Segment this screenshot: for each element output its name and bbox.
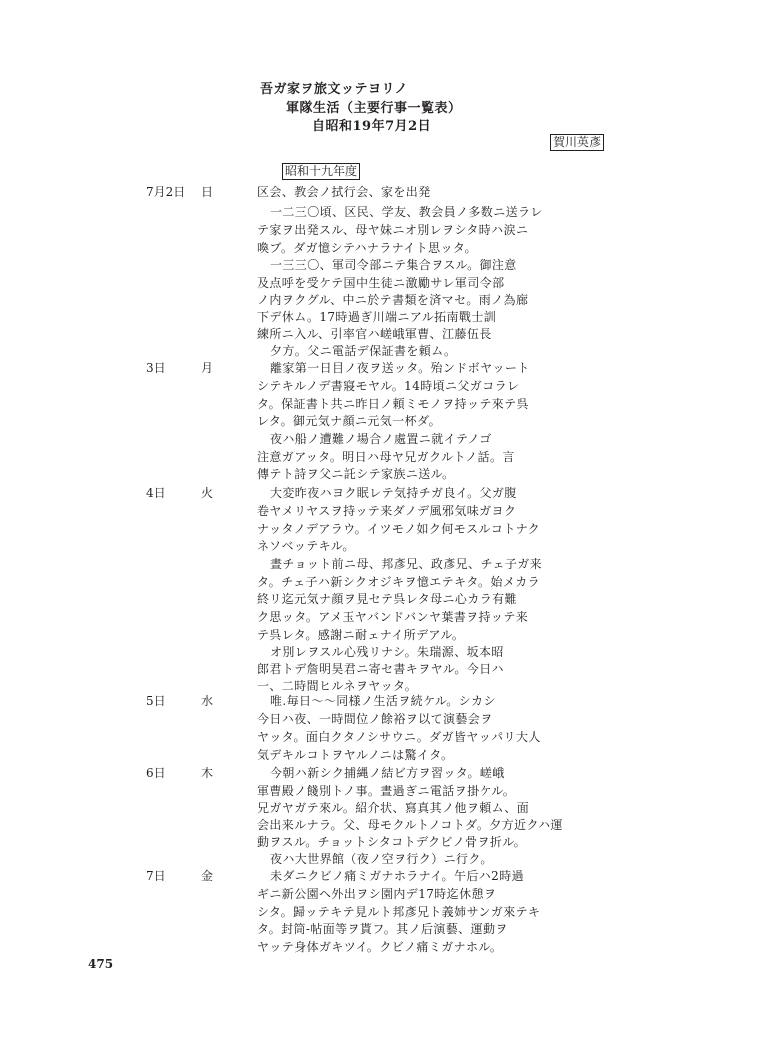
text-line: 下デ休ム。17時過ぎ川端ニアル拓南戰士訓 [257,310,497,324]
text-line: ギニ新公園ヘ外出ヲシ園内デ17時迄休憩ヲ [257,887,497,901]
text-line: ヤッタ。面白クタノシサウニ。ダガ皆ヤッパリ大人 [257,730,541,744]
text-line: ノ内ヲクグル、中ニ於テ書類を済マセ。雨ノ為廊 [257,293,529,307]
text-line: テ家ヲ出発スル、母ヤ妹ニオ別レヲシタ時ハ涙ニ [257,223,529,237]
entry-date: 7月2日 [146,185,186,199]
page-number: 475 [88,957,114,971]
text-line: 会出来ルナラ。父、母モクルトノコトダ。夕方近クハ運 [257,818,563,832]
text-line: 喚ブ。ダガ憶シテハナラナイト思ッタ。 [257,241,477,255]
heading-line-3: 自昭和19年7月2日 [312,119,432,134]
entry-date: 3日 [146,361,166,375]
text-line: 夕方。父ニ電話デ保証書を頼ム。 [270,344,457,358]
text-line: シタ。歸ッテキテ見ルト邦彥兄ト義姉サンガ來テキ [257,905,541,919]
text-line: 練所ニ入ル、引率官ハ嵯峨軍曹、江藤伍長 [257,327,492,341]
entry-date: 6日 [146,766,166,780]
text-line: タ。保証書ト共ニ昨日ノ頼ミモノヲ持ッテ來テ呉 [257,397,529,411]
text-line: 今日ハ夜、一時間位ノ餘裕ヲ以て演藝会ヲ [257,712,493,726]
text-line: 大変昨夜ハヨク眠レテ気持チガ良イ。父ガ腹 [270,486,517,500]
text-line: 夜ハ大世界館（夜ノ空ヲ行ク）ニ行ク。 [270,852,493,866]
text-line: オ別レヲスル心残リナシ。朱瑞源、坂本昭 [270,645,504,659]
text-line: シテキルノデ書寢モヤル。14時頃ニ父ガコラレ [257,379,520,393]
text-line: レタ。御元気ナ顔ニ元気一杯ダ。 [257,414,442,428]
entry-weekday: 水 [201,694,214,708]
entry-date: 4日 [146,486,166,500]
text-line: ネソベッテキル。 [257,539,355,553]
text-line: 晝チョット前ニ母、邦彥兄、政彥兄、チェ子ガ来 [270,557,543,571]
text-line: 及点呼を受ケテ国中生徒ニ激勵サレ軍司令部 [257,276,505,290]
heading-line-2: 軍隊生活（主要行事一覧表） [286,101,462,116]
entry-weekday: 火 [201,486,214,500]
author-name: 賀川英彥 [550,134,604,151]
heading-line-1: 吾ガ家ヲ旅文ッテヨリノ [260,82,408,97]
entry-weekday: 月 [201,361,214,375]
text-line: 軍曹殿ノ餞別トノ事。晝過ぎニ電話ヲ掛ケル。 [257,784,516,798]
text-line: 気デキルコトヲヤルノニは驚イタ。 [257,748,454,762]
entry-weekday: 金 [201,869,214,883]
text-line: 郎君トデ詹明昊君ニ寄セ書キヲヤル。今日ハ [257,662,504,676]
text-line: 離家第一日目ノ夜ヲ送ッタ。殆ンドボヤッート [270,361,530,375]
entry-date: 7日 [146,869,166,883]
text-line: 夜ハ船ノ遭難ノ場合ノ處置ニ就イテノゴ [270,432,492,446]
entry-date: 5日 [146,694,166,708]
text-line: 一二三〇頃、区民、学友、教会員ノ多数ニ送ラレ [270,205,543,219]
text-line: タ。封筒-帖面等ヲ貰フ。其ノ后演藝、運動ヲ [257,922,508,936]
text-line: 未ダニクビノ痛ミガナホラナイ。午后ハ2時過 [270,869,524,883]
text-line: 区会、教会ノ拭行会、家を出発 [257,185,431,199]
entry-weekday: 木 [201,766,214,780]
text-line: ク思ッタ。アメ玉ヤバンドバンヤ葉書ヲ持ッテ来 [257,610,529,624]
text-line: 動ヲスル。チョットシタコトデクビノ骨ヲ折ル。 [257,835,527,849]
text-line: 終リ迄元気ナ顔ヲ見セテ呉レタ母ニ心カラ有難 [257,592,517,606]
text-line: タ。チェ子ハ新シクオジキヲ憶エテキタ。始メカラ [257,575,541,589]
text-line: 一、二時間ヒルネヲヤッタ。 [257,679,418,693]
text-line: 傳テト詩ヲ父ニ託シテ家族ニ送ル。 [257,467,455,481]
text-line: ナッタノデアラウ。イツモノ如ク何モスルコトナク [257,522,541,536]
era-label: 昭和十九年度 [282,163,360,180]
text-line: 卷ヤメリヤスヲ持ッテ来ダノデ風邪気味ガヨク [257,504,517,518]
text-line: テ呉レタ。感謝ニ耐ェナイ所デアル。 [257,628,465,642]
entry-weekday: 日 [201,185,214,199]
text-line: 唯.毎日〜〜同様ノ生活ヲ続ケル。シカシ [270,694,496,708]
text-line: 兄ガヤガテ來ル。紹介状、寫真其ノ他ヲ頼ム、面 [257,801,530,815]
text-line: 一三三〇、軍司令部ニテ集合ヲスル。御注意 [270,258,517,272]
text-line: 注意ガアッタ。明日ハ母ヤ兄ガクルトノ話。言 [257,450,515,464]
text-line: ヤッテ身体ガキツイ。クビノ痛ミガナホル。 [257,940,503,954]
text-line: 今朝ハ新シク捕縄ノ結ビ方ヲ習ッタ。嵯峨 [270,766,505,780]
